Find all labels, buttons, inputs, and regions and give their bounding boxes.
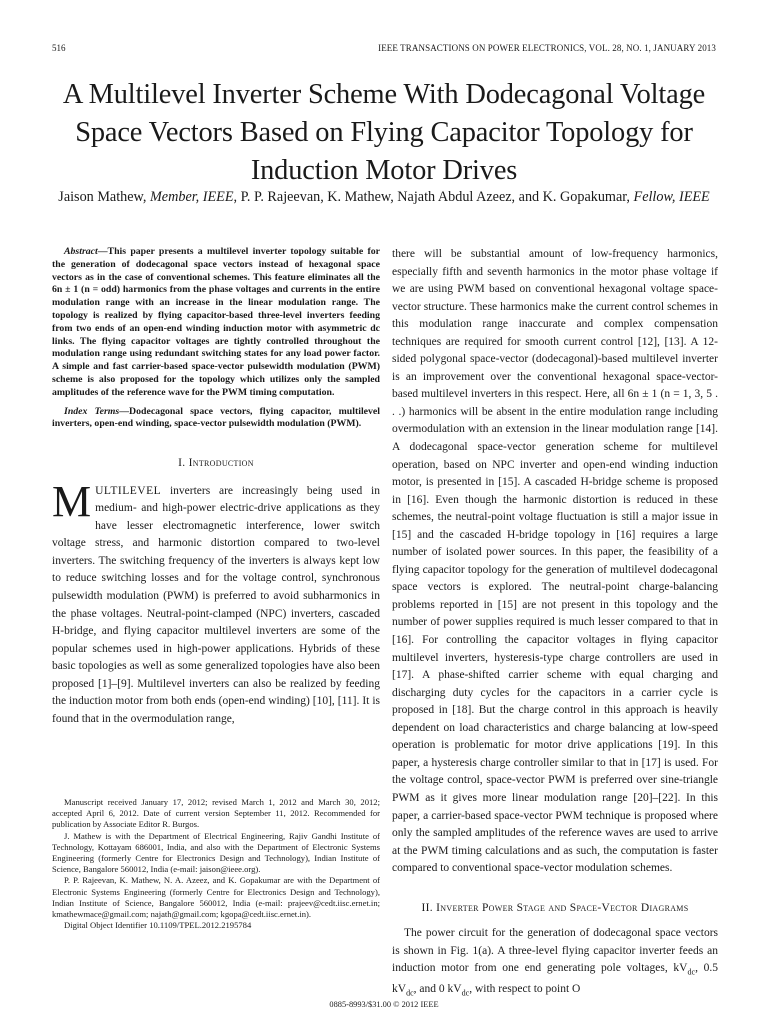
footnote-manuscript: Manuscript received January 17, 2012; revised March 1, 2012 and March 30, 2012; accepted April 6, 2012. Date of current version September 11, 2012. Recommended for publication by Associate Editor R. Burgos. xyxy=(52,797,380,830)
section-heading-introduction: I. Introduction xyxy=(178,457,254,470)
footnote-doi: Digital Object Identifier 10.1109/TPEL.2012.2195784 xyxy=(64,920,252,931)
intro-first-word: ULTILEVEL xyxy=(95,484,162,497)
author-last-role: Fellow, IEEE xyxy=(629,189,710,205)
index-terms xyxy=(52,406,380,432)
index-terms-lead: Index Terms xyxy=(64,405,120,417)
abstract xyxy=(52,246,380,400)
abstract-lead: Abstract xyxy=(64,246,98,257)
author-middle: , P. P. Rajeevan, K. Mathew, Najath Abdul Azeez, and K. Gopakumar, xyxy=(233,189,630,205)
footnote-authors: P. P. Rajeevan, K. Mathew, N. A. Azeez, and K. Gopakumar are with the Department of Electronic Systems Engineering (formerly Centre for Electronics Design and Technology), Indian Institute of Science, Bangalore 560012, India (e-mail: prajeev@cedt.iisc.ernet.in; kmathewmace@gmail.com; najath@gmail.com; kgopa@cedt.iisc.ernet.in). xyxy=(52,875,380,920)
section2-text-end: , with respect to point O xyxy=(469,983,581,996)
subscript-dc-3: dc xyxy=(461,988,470,998)
left-column xyxy=(52,246,380,728)
footnotes xyxy=(52,797,380,931)
journal-header: IEEE TRANSACTIONS ON POWER ELECTRONICS, VOL. 28, NO. 1, JANUARY 2013 xyxy=(378,43,716,53)
section2-text-pre: The power circuit for the generation of dodecagonal space vectors is shown in Fig. 1(a). A three-level flying capacitor inverter feeds an induction motor from one end generating pole voltages, kV xyxy=(392,927,718,975)
index-terms-text: —Dodecagonal space vectors, flying capacitor, multilevel inverters, open-end winding, space-vector pulsewidth modulation (PWM). xyxy=(52,405,380,430)
section2-text-mid1: , 0.5 kV xyxy=(392,962,719,996)
section2-paragraph xyxy=(392,925,718,1002)
paper-title: A Multilevel Inverter Scheme With Dodecagonal Voltage Space Vectors Based on Flying Capacitor Topology for Induction Motor Drives xyxy=(62,79,706,186)
right-column xyxy=(392,246,718,1002)
right-column-text: there will be substantial amount of low-frequency harmonics, especially fifth and seventh harmonics in the motor phase voltage if we are using PWM based on conventional hexagonal voltage space-vector structure. These harmonics make the current control schemes in this modulation range inaccurate and complex compensation techniques are required for smooth current control [12], [13]. A 12-sided polygonal space-vector (dodecagonal)-based multilevel inverter is an improvement over the conventional hexagonal space-vector-based multilevel inverters in this respect. Here, all 6n ± 1 (n = 1, 3, 5 . . .) harmonics will be absent in the entire modulation range including overmodulation with an extension in the linear modulation range [14]. A dodecagonal space-vector generation scheme for multilevel operation, based on NPC inverter and open-end winding induction motor, is presented in [15]. A cascaded H-bridge scheme is proposed in [16]. Even though the harmonic distortion is reduced in these schemes, the neutral-point voltage fluctuation is still a major issue in [15] and the cascaded H-bridge topology in [16] requires a large number of isolated power sources. In this paper, the feasibility of a flying capacitor topology for the generation of multilevel dodecagonal space vectors is explored. The neutral-point charge-balancing problems reported in [15] are not present in this topology and the number of power supplies required is much lesser compared to that in [16]. For controlling the capacitor voltages in flying capacitor multilevel inverters, hysteresis-type charge controllers are used in [17]. A phase-shifted carrier scheme with equal charging and discharging duty cycles for the capacitors in a carrier cycle is proposed in [18]. But the charge control in this approach is heavily dependent on load characteristics and charge balancing at low-speed operation is problematic for motor drive applications [19]. In this paper, a hysteresis charge controller similar to that in [17] is used. For the voltage control, space-vector PWM is preferred over sine-triangle PWM as it gives more linear modulation range [20]–[22]. In this paper, a carrier-based space-vector PWM technique is proposed where only the sampled amplitudes of the reference waves are used to arrive at the PWM timing calculations and as such, the computation is faster compared to conventional space-vector modulation schemes. xyxy=(392,248,718,875)
drop-cap: M xyxy=(52,476,92,526)
section-heading-inverter: II. Inverter Power Stage and Space-Vector Diagrams xyxy=(421,901,689,914)
author-first: Jaison Mathew, xyxy=(58,189,147,205)
subscript-dc-2: dc xyxy=(406,988,414,998)
section2-text-mid2: , and 0 kV xyxy=(413,983,462,996)
author-first-role: Member, IEEE xyxy=(146,189,234,205)
page-number: 516 xyxy=(52,43,66,53)
intro-text: inverters are increasingly being used in medium- and high-power electric-drive applications as they have lesser electromagnetic interference, lower switch voltage stress, and harmonic distortion compared to two-level inverters. The switching frequency of the inverters is always kept low to reduce switching losses and for the voltage control, synchronous pulsewidth modulation (PWM) is preferred to avoid subharmonics in the phase voltages. Neutral-point-clamped (NPC) inverters, cascaded H-bridge, and flying capacitor multilevel inverters are some of the popular schemes used in high-power applications. Hybrids of these basic topologies as well as some generalized topologies have also been proposed [1]–[9]. Multilevel inverters can also be realized by feeding the induction motor from both ends (open-end winding) [10], [11]. It is found that in the overmodulation range, xyxy=(52,484,380,725)
footnote-author1: J. Mathew is with the Department of Electrical Engineering, Rajiv Gandhi Institute of Technology, Kottayam 686001, India, and also with the Department of Electronic Systems Engineering (formerly Centre for Electronics Design and Technology), Indian Institute of Science, Bangalore 560012, India (e-mail: jaison@ieee.org). xyxy=(52,830,380,875)
copyright-footer: 0885-8993/$31.00 © 2012 IEEE xyxy=(329,1000,439,1009)
author-line xyxy=(40,189,728,206)
abstract-text: —This paper presents a multilevel inverter topology suitable for the generation of dodecagonal space vectors instead of hexagonal space vectors as in the case of conventional schemes. This feature eliminates all the 6n ± 1 (n = odd) harmonics from the phase voltages and currents in the entire modulation range with an increase in the linear modulation range. The topology is realized by flying capacitor-based three-level inverters feeding from two ends of an open-end winding induction motor with asymmetric dc links. The flying capacitor voltages are tightly controlled throughout the modulation range using redundant switching states for any load power factor. A simple and fast carrier-based space-vector pulsewidth modulation (PWM) scheme is also proposed for the topology which utilizes only the sampled amplitudes of the reference wave for the PWM timing computation. xyxy=(52,246,380,398)
intro-paragraph xyxy=(52,476,380,729)
subscript-dc-1: dc xyxy=(687,967,696,977)
